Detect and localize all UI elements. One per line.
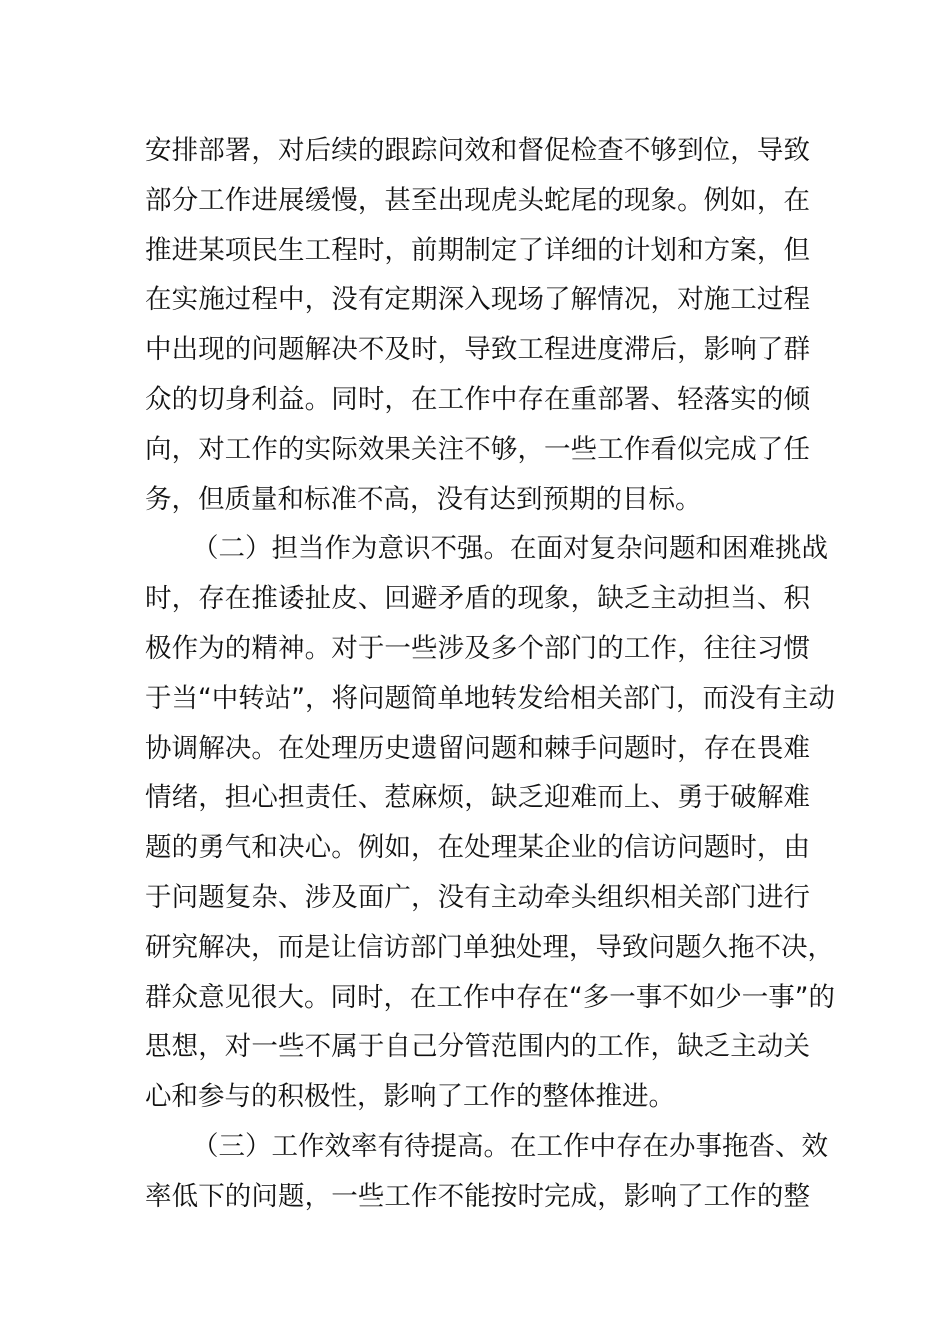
section-heading-line: （三）工作效率有待提高。在工作中存在办事拖沓、效 [192,1130,828,1162]
text-line: 安排部署，对后续的跟踪问效和督促检查不够到位，导致 [145,135,810,166]
text-line: 率低下的问题，一些工作不能按时完成，影响了工作的整 [145,1180,810,1212]
text-line: 题的勇气和决心。例如，在处理某企业的信访问题时，由 [145,832,810,864]
text-line: 思想，对一些不属于自己分管范围内的工作，缺乏主动关 [145,1031,810,1063]
text-line: 情绪，担心担责任、惹麻烦，缺乏迎难而上、勇于破解难 [145,782,810,814]
text-line: 在实施过程中，没有定期深入现场了解情况，对施工过程 [145,284,810,316]
section-heading-line: （二）担当作为意识不强。在面对复杂问题和困难挑战 [192,533,828,565]
text-line-paragraph-end: 务，但质量和标准不高，没有达到预期的目标。 [145,483,702,515]
text-line: 于当“中转站”，将问题简单地转发给相关部门，而没有主动 [145,682,835,714]
text-line: 极作为的精神。对于一些涉及多个部门的工作，往往习惯 [145,632,810,664]
text-line: 部分工作进展缓慢，甚至出现虎头蛇尾的现象。例如，在 [145,184,810,216]
text-line: 向，对工作的实际效果关注不够，一些工作看似完成了任 [145,433,810,465]
text-line: 于问题复杂、涉及面广，没有主动牵头组织相关部门进行 [145,881,810,913]
text-line: 推进某项民生工程时，前期制定了详细的计划和方案，但 [145,234,810,266]
text-line: 时，存在推诿扯皮、回避矛盾的现象，缺乏主动担当、积 [145,583,810,615]
text-line: 协调解决。在处理历史遗留问题和棘手问题时，存在畏难 [145,732,810,764]
text-line: 中出现的问题解决不及时，导致工程进度滞后，影响了群 [145,334,810,366]
text-line: 群众意见很大。同时，在工作中存在“多一事不如少一事”的 [145,981,835,1013]
document-body [145,126,835,1222]
text-line: 研究解决，而是让信访部门单独处理，导致问题久拖不决， [145,931,834,963]
text-line: 众的切身利益。同时，在工作中存在重部署、轻落实的倾 [145,383,810,415]
text-line-paragraph-end: 心和参与的积极性，影响了工作的整体推进。 [145,1081,675,1113]
